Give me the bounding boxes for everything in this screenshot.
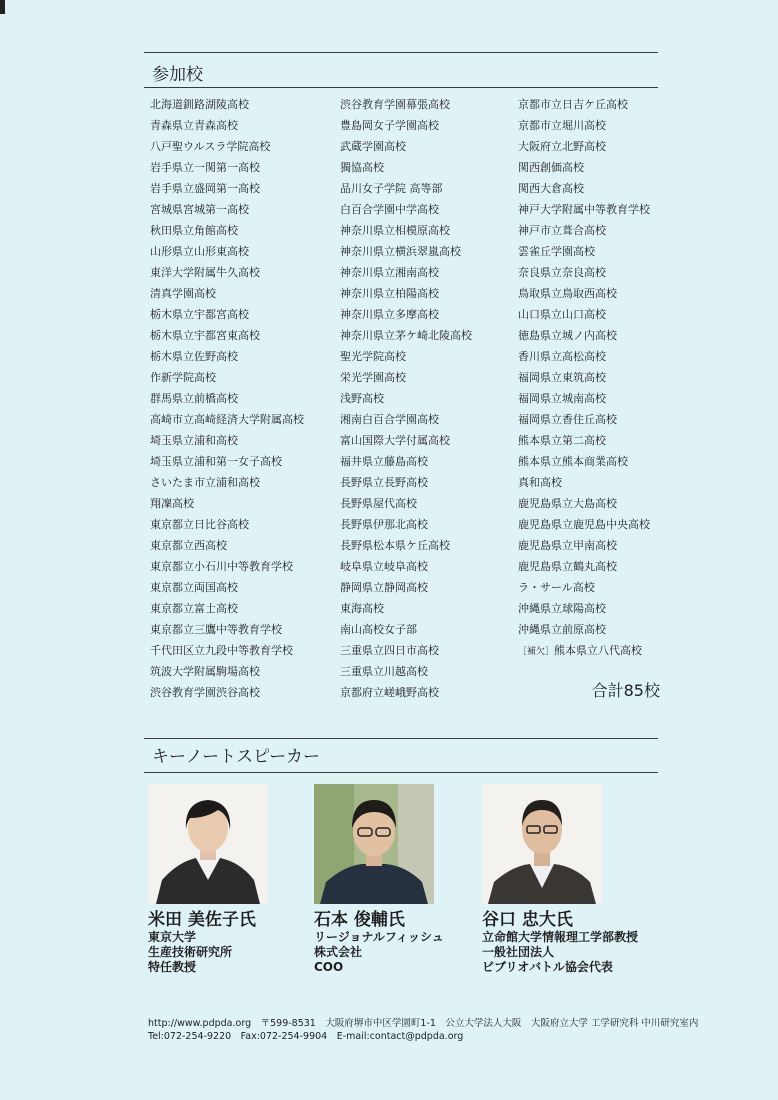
speaker-name: 谷口 忠大氏 xyxy=(482,910,573,930)
school-item: 福岡県立香住丘高校 xyxy=(518,413,617,426)
school-list-col-2 xyxy=(340,94,472,703)
school-item: 沖縄県立球陽高校 xyxy=(518,602,606,615)
school-item: 福岡県立東筑高校 xyxy=(518,371,606,384)
school-item: 栃木県立佐野高校 xyxy=(150,350,238,363)
school-item: 三重県立四日市高校 xyxy=(340,644,439,657)
school-item: 東京都立富士高校 xyxy=(150,602,238,615)
school-item: 湘南白百合学園高校 xyxy=(340,413,439,426)
school-item-supplement xyxy=(518,640,650,663)
keynote-top-rule xyxy=(144,738,658,739)
speaker-card-ishimoto xyxy=(314,784,484,975)
school-item: 清真学園高校 xyxy=(150,287,216,300)
school-item: 白百合学園中学高校 xyxy=(340,203,439,216)
school-item: 長野県松本県ケ丘高校 xyxy=(340,539,450,552)
school-item: さいたま市立浦和高校 xyxy=(150,476,260,489)
school-item: 神奈川県立湘南高校 xyxy=(340,266,439,279)
school-item: ラ・サール高校 xyxy=(518,581,595,594)
speaker-affiliation: 生産技術研究所 xyxy=(148,945,233,959)
school-item: 東海高校 xyxy=(340,602,384,615)
speaker-affiliation: 東京大学 xyxy=(148,930,197,944)
speaker-affiliation: 株式会社 xyxy=(314,945,363,959)
speaker-affiliation: リージョナルフィッシュ xyxy=(314,930,444,944)
school-item: 大阪府立北野高校 xyxy=(518,140,606,153)
speaker-photo-taniguchi xyxy=(482,784,602,904)
school-item: 鹿児島県立大島高校 xyxy=(518,497,617,510)
school-item: 静岡県立静岡高校 xyxy=(340,581,428,594)
school-item: 東京都立小石川中等教育学校 xyxy=(150,560,293,573)
school-item: 京都府立嵯峨野高校 xyxy=(340,686,439,699)
school-item: 埼玉県立浦和第一女子高校 xyxy=(150,455,282,468)
school-item: 作新学院高校 xyxy=(150,371,216,384)
school-item: 翔凜高校 xyxy=(150,497,194,510)
school-item: 神戸大学附属中等教育学校 xyxy=(518,203,650,216)
school-item: 浅野高校 xyxy=(340,392,384,405)
school-item: 真和高校 xyxy=(518,476,562,489)
school-item: 熊本県立熊本商業高校 xyxy=(518,455,628,468)
school-item: 雲雀丘学園高校 xyxy=(518,245,595,258)
school-item: 筑波大学附属駒場高校 xyxy=(150,665,260,678)
speaker-title: 特任教授 xyxy=(148,960,197,974)
school-item: 山口県立山口高校 xyxy=(518,308,606,321)
school-item: 群馬県立前橋高校 xyxy=(150,392,238,405)
school-item: 神奈川県立柏陽高校 xyxy=(340,287,439,300)
school-item: 鹿児島県立甲南高校 xyxy=(518,539,617,552)
school-item: 鳥取県立鳥取西高校 xyxy=(518,287,617,300)
school-item: 栄光学園高校 xyxy=(340,371,406,384)
school-item: 神戸市立葺合高校 xyxy=(518,224,606,237)
speaker-name: 米田 美佐子氏 xyxy=(148,910,256,930)
school-item: 岐阜県立岐阜高校 xyxy=(340,560,428,573)
footer-contact xyxy=(148,1017,698,1043)
school-item: 品川女子学院 高等部 xyxy=(340,182,443,195)
school-item: 京都市立日吉ケ丘高校 xyxy=(518,98,628,111)
supplement-school: 熊本県立八代高校 xyxy=(554,644,643,657)
school-item: 青森県立青森高校 xyxy=(150,119,238,132)
school-item: 山形県立山形東高校 xyxy=(150,245,249,258)
speaker-photo-ishimoto xyxy=(314,784,434,904)
school-item: 神奈川県立相模原高校 xyxy=(340,224,450,237)
school-item: 渋谷教育学園渋谷高校 xyxy=(150,686,260,699)
speaker-card-yoneda xyxy=(148,784,318,975)
school-item: 沖縄県立前原高校 xyxy=(518,623,606,636)
school-item: 神奈川県立横浜翠嵐高校 xyxy=(340,245,461,258)
school-item: 東京都立三鷹中等教育学校 xyxy=(150,623,282,636)
keynote-title-rule xyxy=(144,772,658,773)
school-item: 富山国際大学付属高校 xyxy=(340,434,450,447)
school-item: 東京都立西高校 xyxy=(150,539,227,552)
footer-address-line: http://www.pdpda.org 〒599-8531 大阪府堺市中区学園町1-1 公立大学法人大阪 大阪府立大学 工学研究科 中川研究室内 xyxy=(148,1018,699,1029)
school-item: 福井県立藤島高校 xyxy=(340,455,428,468)
school-item: 鹿児島県立鶴丸高校 xyxy=(518,560,617,573)
supplement-note: ［補欠］ xyxy=(518,647,555,657)
scan-corner-mark xyxy=(0,0,5,14)
school-item: 南山高校女子部 xyxy=(340,623,417,636)
school-item: 岩手県立盛岡第一高校 xyxy=(150,182,260,195)
school-item: 東京都立両国高校 xyxy=(150,581,238,594)
school-list-col-1 xyxy=(150,94,304,703)
school-item: 福岡県立城南高校 xyxy=(518,392,606,405)
total-schools: 合計85校 xyxy=(591,681,660,700)
school-item: 関西創価高校 xyxy=(518,161,584,174)
school-item: 栃木県立宇都宮東高校 xyxy=(150,329,260,342)
school-item: 神奈川県立茅ケ崎北陵高校 xyxy=(340,329,472,342)
school-item: 秋田県立角館高校 xyxy=(150,224,238,237)
school-item: 武蔵学園高校 xyxy=(340,140,406,153)
school-item: 長野県伊那北高校 xyxy=(340,518,428,531)
top-rule xyxy=(144,52,658,53)
school-item: 関西大倉高校 xyxy=(518,182,584,195)
school-item: 東京都立日比谷高校 xyxy=(150,518,249,531)
school-item: 獨協高校 xyxy=(340,161,384,174)
school-item: 香川県立高松高校 xyxy=(518,350,606,363)
school-item: 長野県屋代高校 xyxy=(340,497,417,510)
school-item: 聖光学院高校 xyxy=(340,350,406,363)
participating-schools-title: 参加校 xyxy=(152,65,203,85)
school-item: 千代田区立九段中等教育学校 xyxy=(150,644,293,657)
school-item: 京都市立堀川高校 xyxy=(518,119,606,132)
school-item: 北海道釧路湖陵高校 xyxy=(150,98,249,111)
footer-phone-line: Tel:072-254-9220 Fax:072-254-9904 E-mail:contact@pdpda.org xyxy=(148,1031,464,1042)
school-item: 熊本県立第二高校 xyxy=(518,434,606,447)
school-item: 渋谷教育学園幕張高校 xyxy=(340,98,450,111)
school-item: 宮城県宮城第一高校 xyxy=(150,203,249,216)
school-item: 埼玉県立浦和高校 xyxy=(150,434,238,447)
school-item: 東洋大学附属牛久高校 xyxy=(150,266,260,279)
school-item: 豊島岡女子学園高校 xyxy=(340,119,439,132)
speaker-affiliation: 一般社団法人 xyxy=(482,945,555,959)
speaker-card-taniguchi xyxy=(482,784,652,975)
participating-title-rule xyxy=(144,87,658,88)
speaker-affiliation: 立命館大学情報理工学部教授 xyxy=(482,930,639,944)
speaker-photo-yoneda xyxy=(148,784,268,904)
school-item: 長野県立長野高校 xyxy=(340,476,428,489)
school-list-col-3 xyxy=(518,94,650,663)
speaker-title: COO xyxy=(314,960,344,974)
school-item: 八戸聖ウルスラ学院高校 xyxy=(150,140,271,153)
speaker-title: ビブリオバトル協会代表 xyxy=(482,960,613,974)
keynote-speakers-title: キーノートスピーカー xyxy=(152,747,320,767)
speaker-name: 石本 俊輔氏 xyxy=(314,910,405,930)
school-item: 鹿児島県立鹿児島中央高校 xyxy=(518,518,650,531)
school-item: 徳島県立城ノ内高校 xyxy=(518,329,617,342)
school-item: 岩手県立一関第一高校 xyxy=(150,161,260,174)
school-item: 栃木県立宇都宮高校 xyxy=(150,308,249,321)
school-item: 奈良県立奈良高校 xyxy=(518,266,606,279)
school-item: 高崎市立高崎経済大学附属高校 xyxy=(150,413,304,426)
school-item: 神奈川県立多摩高校 xyxy=(340,308,439,321)
school-item: 三重県立川越高校 xyxy=(340,665,428,678)
